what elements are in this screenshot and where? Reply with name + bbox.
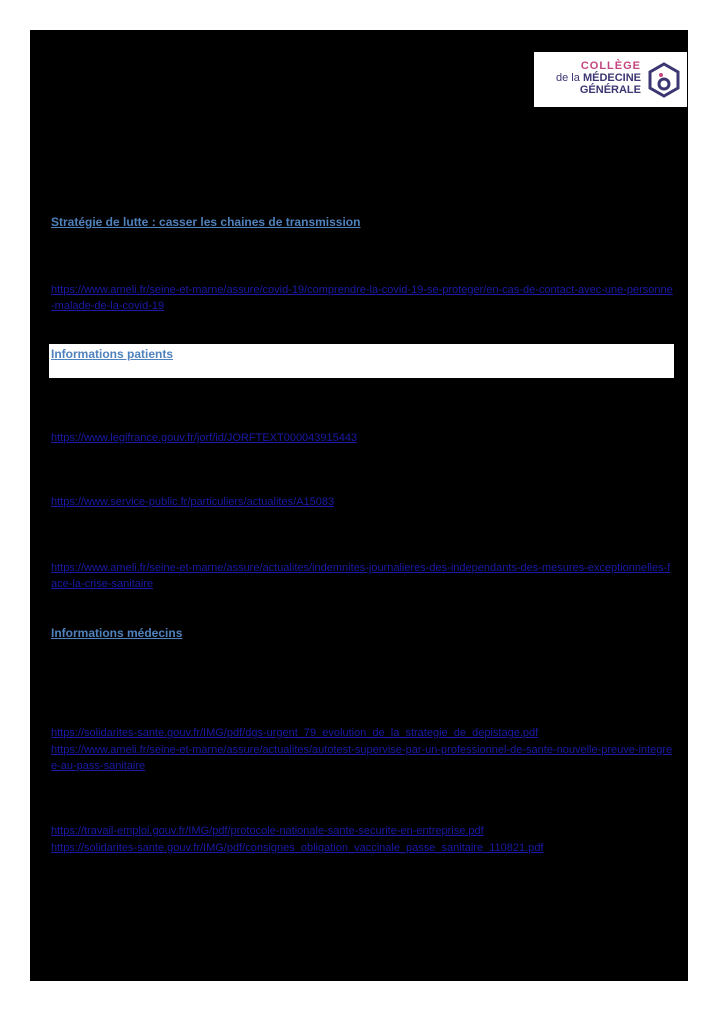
link-protocole-entreprise[interactable]: https://travail-emploi.gouv.fr/IMG/pdf/protocole-nationale-sante-securite-en-entreprise.pdf [51, 825, 484, 837]
logo-line-medecine [556, 72, 641, 84]
section-heading-strategie: Stratégie de lutte : casser les chaines de transmission [51, 215, 361, 229]
logo-line-generale: GÉNÉRALE [579, 84, 641, 96]
link-legifrance[interactable]: https://www.legifrance.gouv.fr/jorf/id/JORFTEXT000043915443 [51, 432, 358, 444]
link-service-public[interactable]: https://www.service-public.fr/particuliers/actualites/A15083 [51, 496, 335, 508]
link-ameli-indemnites[interactable]: https://www.ameli.fr/seine-et-marne/assure/actualites/indemnites-journalieres-des-independants-des-mesures-exceptionnelles-face-la-crise-sanitaire [51, 562, 671, 590]
logo-prefix: de la [556, 72, 583, 84]
college-medecine-generale-logo [534, 52, 687, 107]
link-dgs-urgent[interactable]: https://solidarites-sante.gouv.fr/IMG/pdf/dgs-urgent_79_evolution_de_la_strategie_de_depistage.pdf [51, 727, 539, 739]
logo-line-college: COLLÈGE [580, 60, 641, 72]
logo-medecine: MÉDECINE [582, 72, 641, 84]
link-obligation-vaccinale[interactable]: https://solidarites-sante.gouv.fr/IMG/pdf/consignes_obligation_vaccinale_passe_sanitaire_110821.pdf [51, 842, 544, 854]
hexagon-logo-icon [647, 62, 681, 98]
section-heading-medecins: Informations médecins [51, 626, 183, 640]
section-heading-patients: Informations patients [51, 347, 174, 361]
link-ameli-autotest[interactable]: https://www.ameli.fr/seine-et-marne/assure/actualites/autotest-supervise-par-un-professionnel-de-sante-nouvelle-preuve-integree-au-pass-sanitaire [51, 744, 673, 772]
link-ameli-contact[interactable]: https://www.ameli.fr/seine-et-marne/assure/covid-19/comprendre-la-covid-19-se-proteger/en-cas-de-contact-avec-une-personne-malade-de-la-covid-19 [51, 284, 673, 312]
logo-text [556, 60, 641, 96]
